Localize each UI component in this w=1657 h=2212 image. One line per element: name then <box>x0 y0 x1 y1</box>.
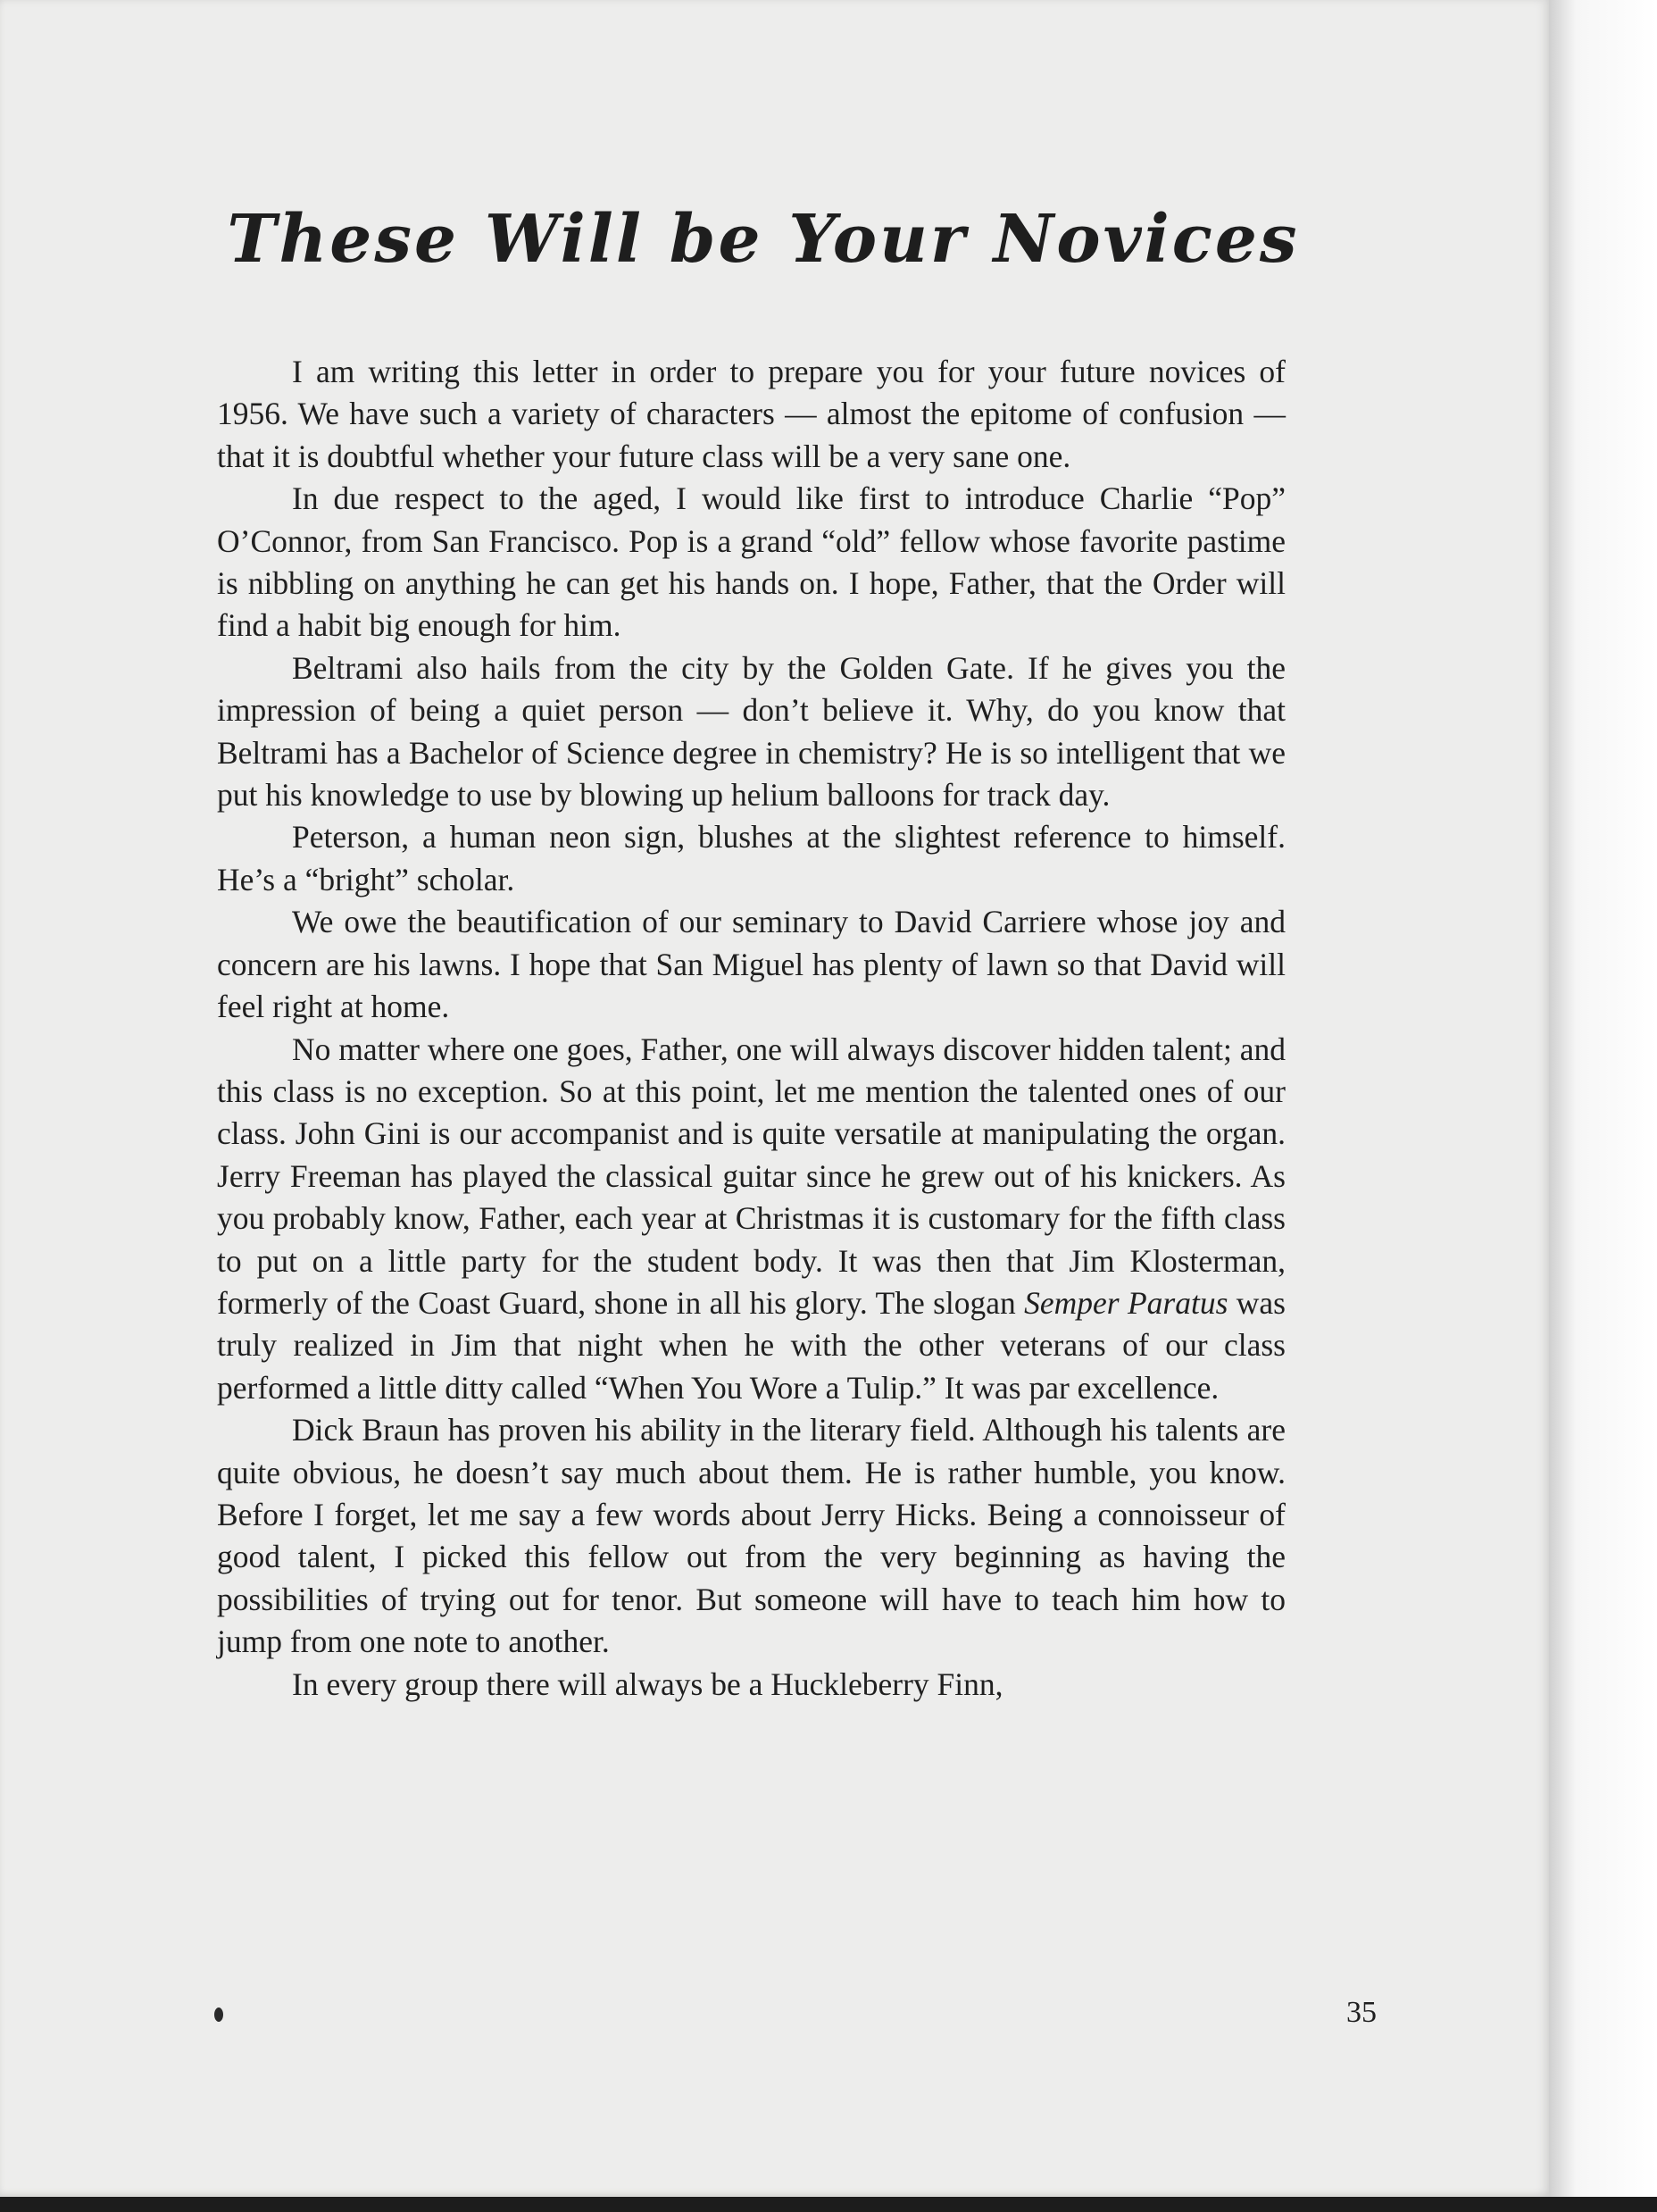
paragraph-text: No matter where one goes, Father, one will always discover hidden talent; and this class is no exception. So at this point, let me mention the talented ones of our class. John Gini is our accompanist and is quite versatile at manipulating the organ. Jerry Freeman has played the classical guitar since he grew out of his knickers. As you probably know, Father, each year at Christmas it is customary for the fifth class to put on a little party for the student body. It was then that Jim Klosterman, formerly of the Coast Guard, shone in all his glory. The slogan <box>217 1031 1286 1321</box>
page-edge-right <box>1549 0 1657 2212</box>
letter-body <box>217 351 1286 1706</box>
paragraph: Peterson, a human neon sign, blushes at the slightest reference to himself. He’s a “bright” scholar. <box>217 819 1286 897</box>
page-title: These Will be Your Novices <box>227 201 1300 278</box>
paragraph: I am writing this letter in order to prepare you for your future novices of 1956. We have such a variety of characters — almost the epitome of confusion — that it is doubtful whether your future class will be a very sane one. <box>217 354 1286 474</box>
ink-speck <box>214 2007 223 2022</box>
paragraph: We owe the beautification of our seminary to David Carriere whose joy and concern are his lawns. I hope that San Miguel has plenty of lawn so that David will feel right at home. <box>217 904 1286 1025</box>
paragraph: Beltrami also hails from the city by the Golden Gate. If he gives you the impression of being a quiet person — don’t believe it. Why, do you know that Beltrami has a Bachelor of Science degree in chemistry? He is so intelligent that we put his knowledge to use by blowing up helium balloons for track day. <box>217 649 1286 814</box>
paragraph-text: was truly realized in Jim that night when he with the other veterans of our class performed a little ditty called “When You Wore a Tulip.” It was par excellence. <box>217 1284 1286 1406</box>
paragraph: In every group there will always be a Huckleberry Finn, <box>292 1665 1003 1702</box>
page-number: 35 <box>1346 1996 1377 2029</box>
paragraph <box>217 1029 1286 1410</box>
italic-slogan: Semper Paratus <box>1024 1284 1228 1321</box>
page-edge-bottom <box>0 2197 1657 2212</box>
paragraph: Dick Braun has proven his ability in the literary field. Although his talents are quite obvious, he doesn’t say much about them. He is rather humble, you know. Before I forget, let me say a few words about Jerry Hicks. Being a connoisseur of good talent, I picked this fellow out from the very beginning as having the possibilities of trying out for tenor. But someone will have to teach him how to jump from one note to another. <box>217 1412 1286 1660</box>
paragraph: In due respect to the aged, I would like first to introduce Charlie “Pop” O’Connor, from San Francisco. Pop is a grand “old” fellow whose favorite pastime is nibbling on anything he can get his hands on. I hope, Father, that the Order will find a habit big enough for him. <box>217 480 1286 644</box>
